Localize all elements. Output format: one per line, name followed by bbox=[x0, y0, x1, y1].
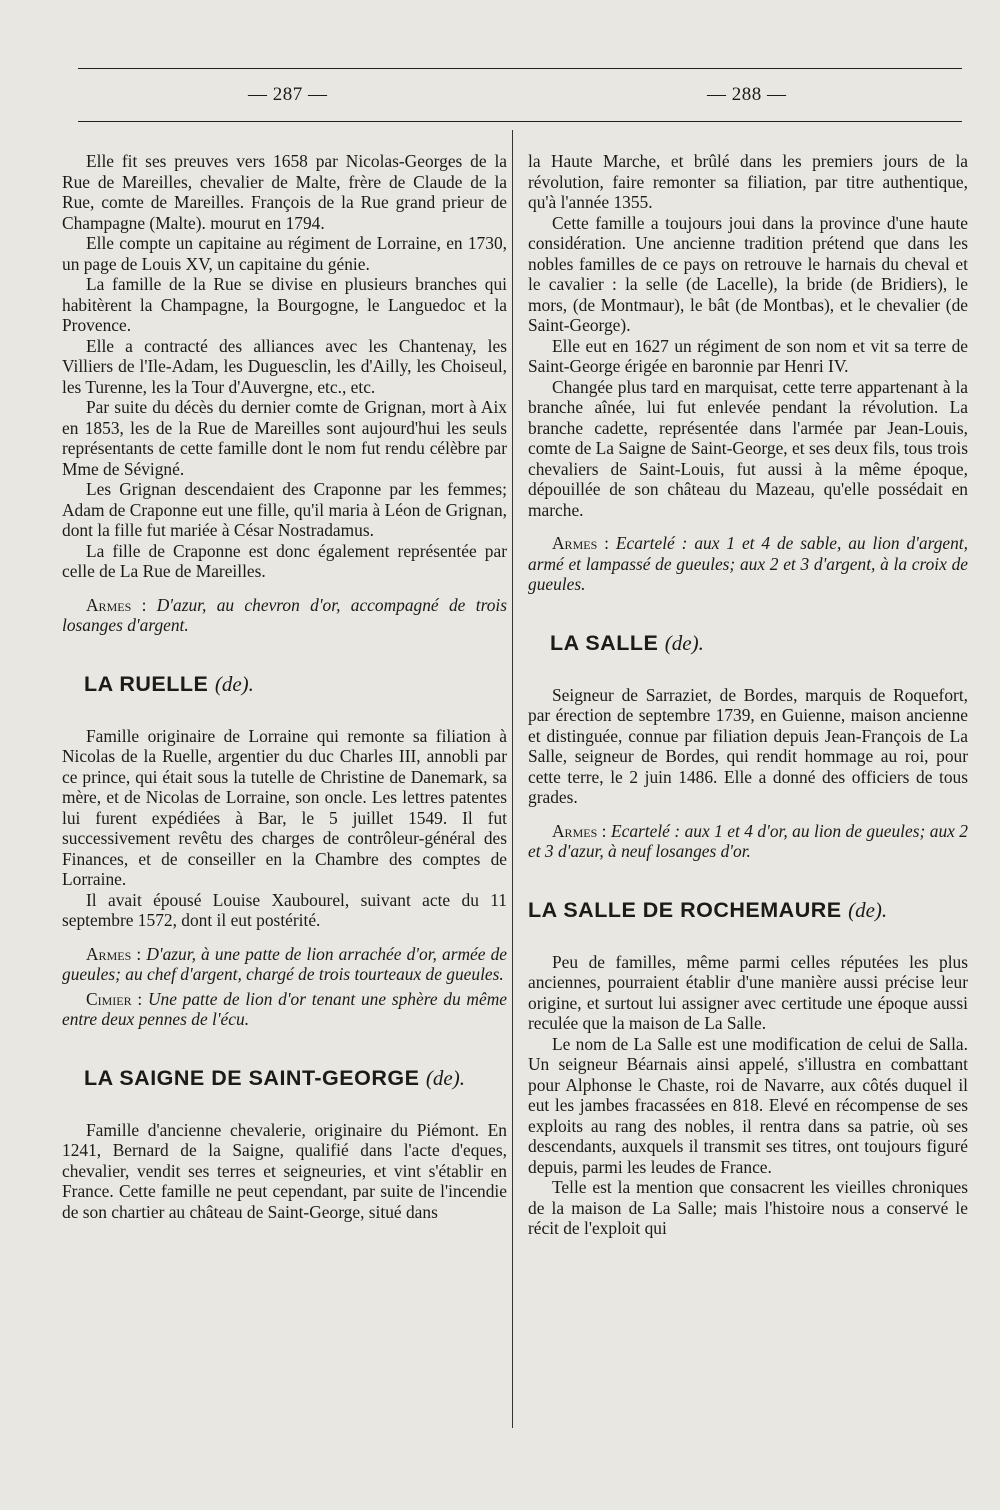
column-divider bbox=[512, 130, 513, 1428]
page-number-right: — 288 — bbox=[707, 84, 787, 105]
heading-title: LA SAIGNE DE SAINT-GEORGE bbox=[84, 1065, 420, 1090]
heading-particle: (de). bbox=[214, 671, 254, 696]
heading-particle: (de). bbox=[425, 1065, 465, 1090]
paragraph: Changée plus tard en marquisat, cette terre appartenant à la branche aînée, lui fut enlevée pendant la révolution. La branche cadette, représentée dans l'armée par Jean-Louis, comte de La Saigne de Saint-George, et ses deux fils, tous trois chevaliers de Saint-Louis, fut aussi à la même époque, dépouillée de son château du Mazeau, qu'elle possédait en marche. bbox=[528, 376, 968, 520]
armes-blazon bbox=[62, 595, 507, 636]
paragraph: Seigneur de Sarraziet, de Bordes, marquis de Roquefort, par érection de septembre 1739, en Guienne, maison ancienne et distinguée, connue par filiation depuis Jean-François de La Salle, seigneur de Bordes, qui rendit hommage au roi, pour cette terre, le 2 juin 1486. Elle a donné des officiers de tous grades. bbox=[528, 684, 968, 807]
armes-text: D'azur, au chevron d'or, accompagné de trois losanges d'argent. bbox=[62, 594, 507, 635]
section-heading-la-ruelle bbox=[62, 672, 507, 696]
armes-blazon bbox=[528, 821, 968, 862]
heading-title: LA SALLE bbox=[550, 630, 659, 655]
paragraph: Elle compte un capitaine au régiment de Lorraine, en 1730, un page de Louis XV, un capitaine du génie. bbox=[62, 233, 507, 274]
heading-title: LA RUELLE bbox=[84, 671, 209, 696]
left-column bbox=[62, 151, 507, 1222]
armes-text: Ecartelé : aux 1 et 4 d'or, au lion de gueules; aux 2 et 3 d'azur, à neuf losanges d'or. bbox=[528, 820, 968, 861]
paragraph: Il avait épousé Louise Xaubourel, suivant acte du 11 septembre 1572, dont il eut postérité. bbox=[62, 889, 507, 930]
paragraph: Cette famille a toujours joui dans la province d'une haute considération. Une ancienne tradition prétend que dans les nobles familles de ce pays on retrouve le harnais du cheval et le cavalier : la selle (de Lacelle), la bride (de Bridiers), le mors, (de Montmaur), le bât (de Montbas), et le chevalier (de Saint-George). bbox=[528, 212, 968, 335]
paragraph: La fille de Craponne est donc également représentée par celle de La Rue de Mareilles. bbox=[62, 540, 507, 581]
paragraph: Peu de familles, même parmi celles réputées les plus anciennes, pourraient établir d'une manière aussi précise leur origine, et surtout lui assigner avec certitude une époque aussi reculée que la maison de La Salle. bbox=[528, 951, 968, 1033]
page-number-left: — 287 — bbox=[248, 84, 328, 105]
armes-label: Armes : bbox=[86, 943, 142, 964]
heading-particle: (de). bbox=[848, 897, 888, 922]
paragraph: Elle a contracté des alliances avec les Chantenay, les Villiers de l'Ile-Adam, les Duguesclin, les d'Ailly, les Choiseul, les Turenne, les la Tour d'Auvergne, etc., etc. bbox=[62, 335, 507, 397]
cimier-label: Cimier : bbox=[86, 988, 143, 1009]
section-heading-la-salle-de-rochemaure bbox=[528, 898, 968, 922]
heading-title: LA SALLE DE ROCHEMAURE bbox=[528, 897, 842, 922]
cimier-blazon bbox=[62, 989, 507, 1030]
armes-text: D'azur, à une patte de lion arrachée d'or, armée de gueules; au chef d'argent, chargé de trois tourteaux de gueules. bbox=[62, 943, 507, 984]
right-column bbox=[528, 151, 968, 1239]
paragraph: Telle est la mention que consacrent les vieilles chroniques de la maison de La Salle; mais l'histoire nous a conservé le récit de l'exploit qui bbox=[528, 1177, 968, 1238]
section-heading-la-saigne bbox=[62, 1066, 497, 1090]
cimier-text: Une patte de lion d'or tenant une sphère du même entre deux pennes de l'écu. bbox=[62, 988, 507, 1029]
paragraph: Elle fit ses preuves vers 1658 par Nicolas-Georges de la Rue de Mareilles, chevalier de Malte, frère de Claude de la Rue, comte de Mareilles. François de la Rue grand prieur de Champagne (Malte). mourut en 1794. bbox=[62, 151, 507, 233]
paragraph: Famille d'ancienne chevalerie, originaire du Piémont. En 1241, Bernard de la Saigne, qualifié dans l'acte d'eques, chevalier, vendit ses terres et seigneuries, et vint s'établir en France. Cette famille ne peut cependant, par suite de l'incendie de son chartier au château de Saint-George, situé dans bbox=[62, 1119, 507, 1222]
armes-label: Armes : bbox=[552, 820, 607, 841]
armes-blazon bbox=[62, 944, 507, 985]
paragraph: Elle eut en 1627 un régiment de son nom et vit sa terre de Saint-George érigée en baronnie par Henri IV. bbox=[528, 335, 968, 376]
paragraph: La famille de la Rue se divise en plusieurs branches qui habitèrent la Champagne, la Bourgogne, le Languedoc et la Provence. bbox=[62, 274, 507, 335]
armes-blazon bbox=[528, 533, 968, 595]
header-rule bbox=[78, 121, 962, 122]
top-rule bbox=[78, 68, 962, 69]
armes-label: Armes : bbox=[552, 533, 609, 553]
paragraph: Les Grignan descendaient des Craponne par les femmes; Adam de Craponne eut une fille, qu'il maria à Léon de Grignan, dont la fille fut mariée à César Nostradamus. bbox=[62, 479, 507, 540]
paragraph: Par suite du décès du dernier comte de Grignan, mort à Aix en 1853, les de la Rue de Mareilles sont aujourd'hui les seuls représentants de cette famille dont le nom fut rendu célèbre par Mme de Sévigné. bbox=[62, 397, 507, 479]
paragraph: Le nom de La Salle est une modification de celui de Salla. Un seigneur Béarnais ainsi appelé, s'illustra en combattant pour Alphonse le Chaste, roi de Navarre, aux côtés duquel il eut les jambes fracassées en 818. Elevé en récompense de ses exploits au rang des nobles, il rentra dans sa patrie, où ses descendants, auxquels il transmit ses titres, ont toujours figuré depuis, parmi les leudes de France. bbox=[528, 1033, 968, 1177]
paragraph: la Haute Marche, et brûlé dans les premiers jours de la révolution, faire remonter sa filiation, par titre authentique, qu'à l'année 1355. bbox=[528, 151, 968, 212]
armes-text: Ecartelé : aux 1 et 4 de sable, au lion d'argent, armé et lampassé de gueules; aux 2 et 3 d'argent, à la croix de gueules. bbox=[528, 533, 968, 594]
heading-particle: (de). bbox=[664, 630, 704, 655]
paragraph: Famille originaire de Lorraine qui remonte sa filiation à Nicolas de la Ruelle, argentier du duc Charles III, annobli par ce prince, qui était sous la tutelle de Christine de Danemark, sa mère, et de Nicolas de Lorraine, son oncle. Les lettres patentes lui furent expédiées à Bar, le 5 juillet 1549. Il fut successivement revêtu des charges de contrôleur-général des Finances, et de conseiller en la Chambre des comptes de Lorraine. bbox=[62, 725, 507, 889]
section-heading-la-salle bbox=[528, 631, 968, 655]
armes-label: Armes : bbox=[86, 594, 147, 615]
